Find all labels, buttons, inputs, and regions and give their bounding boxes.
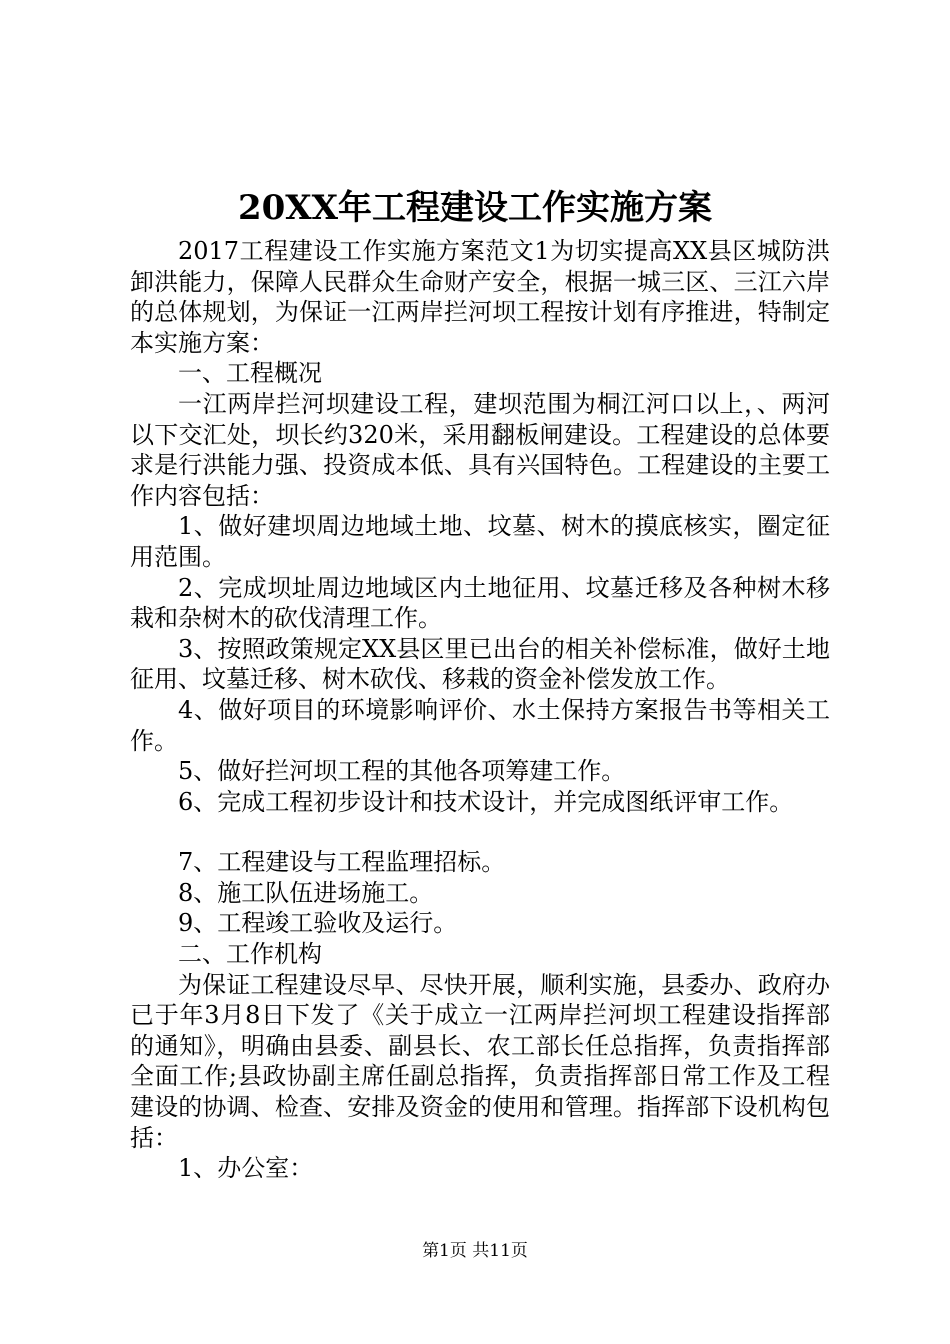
page-footer: 第1页 共11页 [422,1241,528,1261]
list-item-8: 8、施工队伍进场施工。 [178,878,434,907]
list-item-4: 4、做好项目的环境影响评价、水土保持方案报告书等相关工作。 [130,695,830,755]
paragraph-organization: 为保证工程建设尽早、尽快开展，顺利实施，县委办、政府办已于年3月8日下发了《关于成立一江两岸拦河坝工程建设指挥部的通知》，明确由县委、副县长、农工部长任总指挥，负责指挥部全面工作;县政协副主席任副总指挥，负责指挥部日常工作及工程建设的协调、检查、安排及资金的使用和管理。指挥部下设机构包括： [130,970,830,1152]
list-item-3: 3、按照政策规定XX县区里已出台的相关补偿标准，做好土地征用、坟墓迁移、树木砍伐、移栽的资金补偿发放工作。 [130,634,830,694]
list-item-1: 1、做好建坝周边地域土地、坟墓、树木的摸底核实，圈定征用范围。 [130,512,830,571]
list-item-9: 9、工程竣工验收及运行。 [178,909,458,938]
paragraph-overview: 一江两岸拦河坝建设工程，建坝范围为桐江河口以上，、两河以下交汇处，坝长约320米，采用翻板闸建设。工程建设的总体要求是行洪能力强、投资成本低、具有兴国特色。工程建设的主要工作内容包括： [130,389,830,510]
list-item-6: 6、完成工程初步设计和技术设计，并完成图纸评审工作。 [178,787,794,816]
section-heading-overview: 一、工程概况 [178,359,322,388]
section-heading-organization: 二、工作机构 [178,940,322,969]
list-item-7: 7、工程建设与工程监理招标。 [178,848,506,877]
list-item-5: 5、做好拦河坝工程的其他各项筹建工作。 [178,757,626,786]
list-item-2: 2、完成坝址周边地域区内土地征用、坟墓迁移及各种树木移栽和杂树木的砍伐清理工作。 [130,573,830,633]
document-body [130,236,830,1184]
paragraph-intro: 2017工程建设工作实施方案范文1为切实提高XX县区城防洪卸洪能力，保障人民群众生命财产安全，根据一城三区、三江六岸的总体规划，为保证一江两岸拦河坝工程按计划有序推进，特制定本实施方案： [130,237,830,357]
list-item-office: 1、办公室： [178,1154,314,1183]
document-title: 20XX年工程建设工作实施方案 [237,188,713,228]
